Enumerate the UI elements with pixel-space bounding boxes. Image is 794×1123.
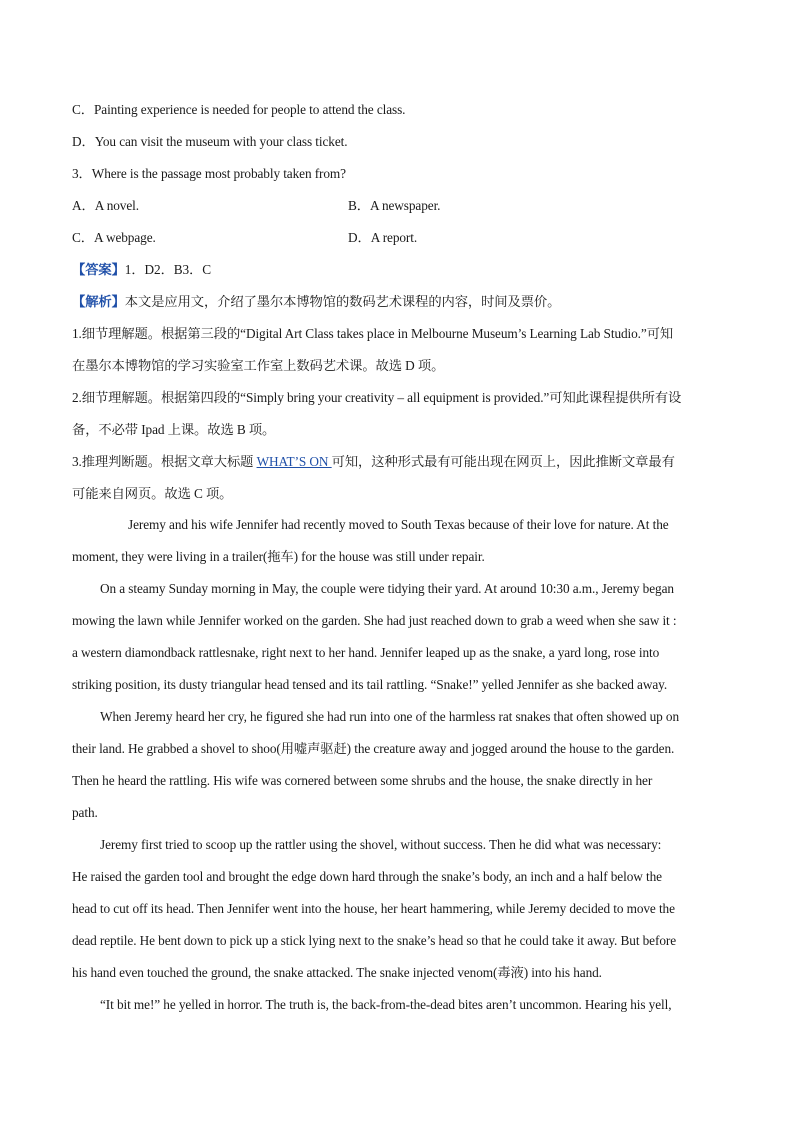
analysis-p3-title-link[interactable]: WHAT’S ON: [256, 454, 332, 469]
question-3-options-row-2: [72, 229, 724, 247]
passage-line-13: head to cut off its head. Then Jennifer went into the house, her heart hammering, while Jeremy decided to move the: [72, 901, 675, 916]
analysis-p3-line1: [72, 453, 724, 471]
answer-label: 【答案】: [72, 262, 125, 277]
answer-line: [72, 261, 724, 279]
analysis-intro: 本文是应用文，介绍了墨尔本博物馆的数码艺术课程的内容，时间及票价。: [124, 294, 561, 309]
passage-line-12: He raised the garden tool and brought the edge down hard through the snake’s body, an inch and a half below the: [72, 869, 662, 884]
analysis-p1-line1: [72, 325, 724, 343]
passage-line-11: Jeremy first tried to scoop up the rattler using the shovel, without success. Then he did what was necessary:: [100, 837, 662, 852]
question-3-stem: 3．Where is the passage most probably taken from?: [72, 166, 346, 181]
analysis-p3-line2: 可能来自网页。故选 C 项。: [72, 486, 233, 501]
option-q2-c: C．Painting experience is needed for people to attend the class.: [72, 102, 406, 117]
question-3-options-row-1: [72, 197, 724, 215]
passage-line-14: dead reptile. He bent down to pick up a stick lying next to the snake’s head so that he could take it away. But before: [72, 933, 676, 948]
analysis-p2-line2: 备，不必带 Ipad 上课。故选 B 项。: [72, 422, 276, 437]
option-q3-b: B．A newspaper.: [348, 198, 441, 213]
passage-line-6: striking position, its dusty triangular head tensed and its tail rattling. “Snake!” yelled Jennifer as she backed away.: [72, 677, 668, 692]
passage-line-8: their land. He grabbed a shovel to shoo(用嘘声驱赶) the creature away and jogged around the house to the garden.: [72, 741, 675, 756]
analysis-p1-quote: “Digital Art Class takes place in Melbourne Museum’s Learning Lab Studio.”: [240, 326, 647, 341]
passage-line-9: Then he heard the rattling. His wife was cornered between some shrubs and the house, the snake directly in her: [72, 773, 653, 788]
option-q3-d: D．A report.: [348, 230, 418, 245]
analysis-p1-line2: 在墨尔本博物馆的学习实验室工作室上数码艺术课。故选 D 项。: [72, 358, 445, 373]
analysis-p1-text-b: 可知: [646, 326, 674, 341]
passage-line-1: Jeremy and his wife Jennifer had recently moved to South Texas because of their love for nature. At the: [128, 517, 669, 532]
analysis-p3-text-a: 3.推理判断题。根据文章大标题: [72, 454, 257, 469]
passage-line-2: moment, they were living in a trailer(拖车) for the house was still under repair.: [72, 549, 485, 564]
analysis-p3-text-b: 可知，这种形式最有可能出现在网页上，因此推断文章最有: [331, 454, 675, 469]
analysis-p2-line1: [72, 389, 724, 407]
passage-line-10: path.: [72, 805, 98, 820]
analysis-p2-text-b: 可知此课程提供所有设: [549, 390, 682, 405]
passage-line-16: “It bit me!” he yelled in horror. The truth is, the back-from-the-dead bites aren’t uncommon. Hearing his yell,: [100, 997, 672, 1012]
option-q3-c: C．A webpage.: [72, 230, 156, 245]
passage-line-5: a western diamondback rattlesnake, right next to her hand. Jennifer leaped up as the snake, a yard long, rose into: [72, 645, 660, 660]
option-q2-d: D．You can visit the museum with your class ticket.: [72, 134, 348, 149]
option-q3-a: A．A novel.: [72, 198, 139, 213]
passage-line-7: When Jeremy heard her cry, he figured she had run into one of the harmless rat snakes that often showed up on: [100, 709, 680, 724]
analysis-label: 【解析】: [72, 294, 125, 309]
answer-text: 1．D2．B3．C: [124, 262, 212, 277]
passage-line-3: On a steamy Sunday morning in May, the couple were tidying their yard. At around 10:30 a.m., Jeremy began: [100, 581, 674, 596]
analysis-intro-line: [72, 293, 724, 311]
passage-line-4: mowing the lawn while Jennifer worked on the garden. She had just reached down to grab a weed when she saw it :: [72, 613, 677, 628]
analysis-p2-text-a: 2.细节理解题。根据第四段的: [72, 390, 241, 405]
analysis-p1-text-a: 1.细节理解题。根据第三段的: [72, 326, 241, 341]
passage-line-15: his hand even touched the ground, the snake attacked. The snake injected venom(毒液) into his hand.: [72, 965, 602, 980]
analysis-p2-quote: “Simply bring your creativity – all equipment is provided.”: [240, 390, 550, 405]
